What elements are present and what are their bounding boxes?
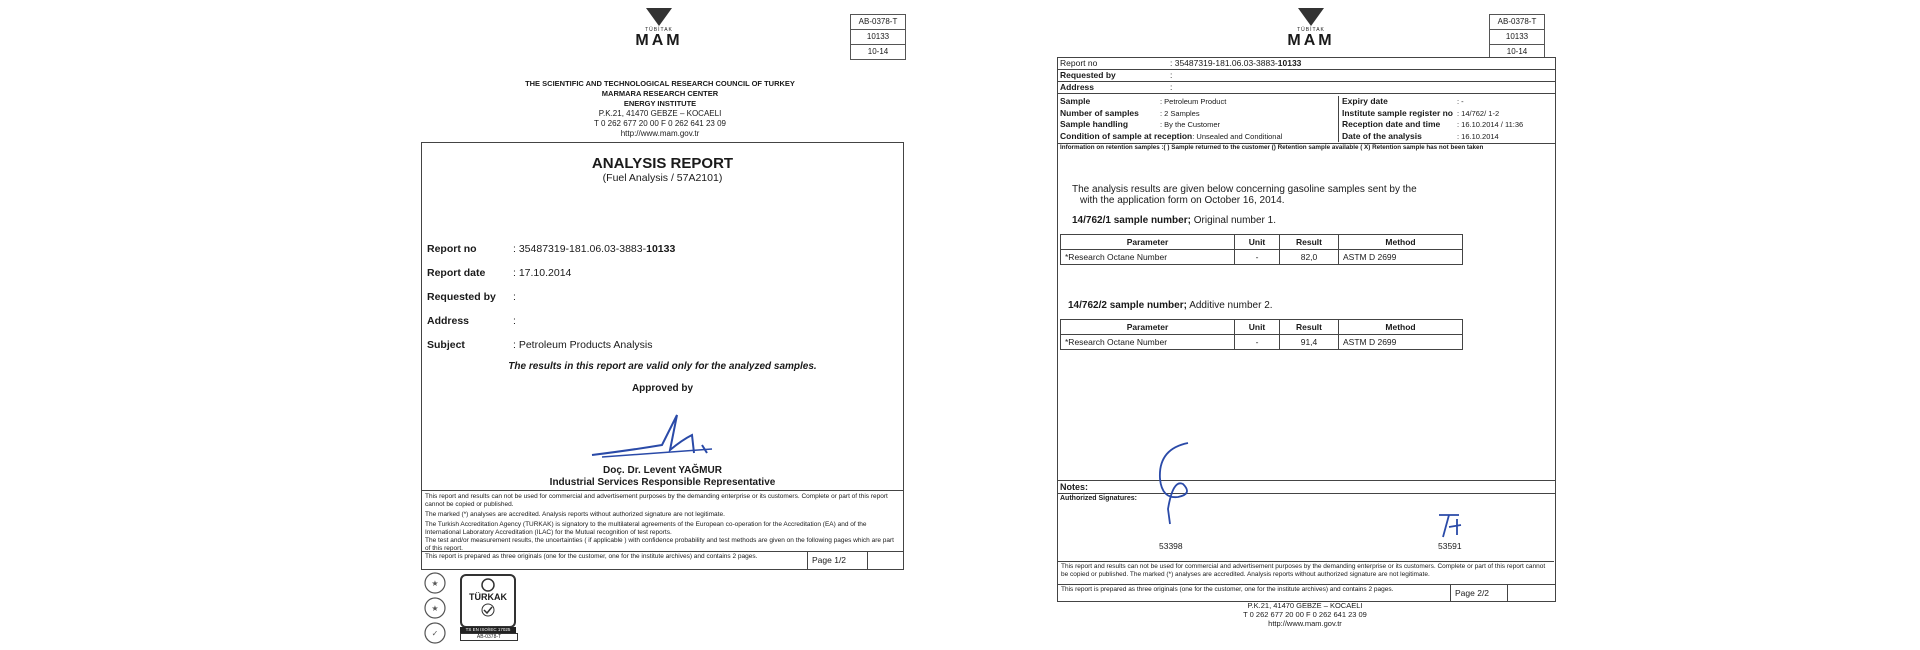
footer-para-3: The Turkish Accreditation Agency (TURKAK) is signatory to the multilateral agreements of the European co-operation for the Accreditation (EA) and of the International Laboratory Accreditation (ILAC) for the Mutual recognition of test reports. bbox=[425, 521, 867, 536]
results-bottom-row bbox=[1058, 584, 1555, 602]
validity-note: The results in this report are valid only for the analyzed samples. bbox=[508, 361, 817, 372]
institute-phone: T 0 262 677 20 00 F 0 262 641 23 09 bbox=[594, 119, 726, 128]
doc-date-code-p2: 10-14 bbox=[1506, 47, 1528, 56]
signer-name: Doç. Dr. Levent YAĞMUR bbox=[603, 465, 722, 476]
svg-text:✓: ✓ bbox=[431, 629, 439, 638]
results-intro bbox=[1072, 184, 1542, 206]
tubitak-emblem-icon bbox=[646, 8, 672, 26]
logo-mam-text-p2: MAM bbox=[1287, 32, 1335, 49]
hdr-address: Address : bbox=[1058, 82, 1555, 94]
field-report-no: Report no : 35487319-181.06.03-3883-10133 bbox=[427, 243, 676, 255]
doc-number: 10133 bbox=[851, 30, 905, 45]
sample-info-left: Sample : Petroleum Product Number of samples : 2 Samples Sample handling : By the Customer Condition of sample at reception: Unsealed and Conditional bbox=[1060, 96, 1283, 141]
results-page-frame bbox=[1057, 57, 1556, 602]
signature-1-id: 53398 bbox=[1159, 541, 1183, 551]
institute-address: P.K.21, 41470 GEBZE – KOCAELI bbox=[598, 109, 722, 118]
svg-text:★: ★ bbox=[431, 579, 439, 588]
sample-1-desc: Original number 1. bbox=[1193, 215, 1276, 226]
document-code-box bbox=[850, 14, 906, 60]
document-code-box-p2 bbox=[1489, 14, 1545, 60]
header-info bbox=[1058, 58, 1555, 94]
doc-code: AB-0378-T bbox=[851, 15, 905, 30]
footer-address-p2: P.K.21, 41470 GEBZE – KOCAELI bbox=[1247, 601, 1363, 610]
sample-1-title: 14/762/1 sample number; bbox=[1072, 215, 1191, 226]
badge-code: AB-0378-T bbox=[460, 633, 518, 641]
originals-note: This report is prepared as three originals (one for the customer, one for the institute archives) and contains 2 pages. bbox=[425, 553, 758, 560]
institute-web: http://www.mam.gov.tr bbox=[620, 129, 700, 138]
logo-small-text: TÜBİTAK bbox=[645, 27, 673, 33]
turkak-logo-icon bbox=[478, 578, 498, 592]
report-subtitle: (Fuel Analysis / 57A2101) bbox=[602, 172, 723, 184]
institute-header bbox=[460, 79, 860, 139]
sample-2-title: 14/762/2 sample number; bbox=[1068, 300, 1187, 311]
sample-1-table: Parameter Unit Result Method *Research Octane Number - 82,0 ASTM D 2699 bbox=[1060, 234, 1463, 265]
tubitak-emblem-icon-p2 bbox=[1298, 8, 1324, 26]
tubitak-mam-logo-p2 bbox=[1276, 8, 1346, 49]
logo-small-text-p2: TÜBİTAK bbox=[1297, 27, 1325, 33]
results-footer: This report and results can not be used for commercial and advertisement purposes by the demanding enterprise or its customers. Complete or part of this report cannot be copied or published. The marked (*) analyses are accredited. Analysis reports without authorized signature are not legitimate. bbox=[1058, 561, 1554, 579]
intro-line-2: with the application form on October 16, 2014. bbox=[1080, 195, 1285, 206]
seal-stack-icon bbox=[422, 572, 450, 646]
field-report-date: Report date : 17.10.2014 bbox=[427, 267, 572, 279]
footer-para-2: The marked (*) analyses are accredited. Analysis reports without authorized signature are not legitimate. bbox=[425, 511, 725, 518]
footer-web-p2: http://www.mam.gov.tr bbox=[1268, 619, 1342, 628]
intro-line-1: The analysis results are given below concerning gasoline samples sent by the bbox=[1072, 184, 1417, 195]
originals-note-p2: This report is prepared as three originals (one for the customer, one for the institute archives) and contains 2 pages. bbox=[1061, 586, 1394, 593]
sample-1-section bbox=[1065, 215, 1542, 265]
footer-para-1: This report and results can not be used for commercial and advertisement purposes by the demanding enterprise or its customers. Complete or part of this report cannot be copied or published. bbox=[425, 493, 888, 508]
retention-info: Information on retention samples :( ) Sample returned to the customer () Retention sample available ( X) Retention sample has not been taken bbox=[1060, 144, 1484, 151]
signer-role: Industrial Services Responsible Representative bbox=[549, 477, 776, 488]
sample-info-right: Expiry date : - Institute sample register no : 14/762/ 1-2 Reception date and time : 16.10.2014 / 11:36 Date of the analysis : 16.10.2014 bbox=[1338, 96, 1557, 142]
hdr-report-no: Report no : 35487319-181.06.03-3883-10133 bbox=[1058, 58, 1555, 70]
hdr-requested-by: Requested by : bbox=[1058, 70, 1555, 82]
sample-info bbox=[1058, 95, 1555, 144]
institute-line-2: MARMARA RESEARCH CENTER bbox=[601, 89, 719, 98]
logo-mam-text: MAM bbox=[635, 32, 683, 49]
institute-line-3: ENERGY INSTITUTE bbox=[623, 99, 697, 108]
field-address: Address : bbox=[427, 315, 516, 327]
signature-levent bbox=[582, 405, 742, 465]
notes-label: Notes: bbox=[1058, 481, 1555, 494]
report-cover-frame bbox=[421, 142, 904, 570]
check-icon bbox=[479, 603, 497, 617]
field-subject: Subject : Petroleum Products Analysis bbox=[427, 339, 653, 351]
cover-bottom-row bbox=[422, 551, 903, 570]
doc-code-p2: AB-0378-T bbox=[1490, 15, 1544, 30]
report-title: ANALYSIS REPORT bbox=[591, 155, 734, 172]
turkak-badge bbox=[460, 574, 516, 628]
footer-para-4: The test and/or measurement results, the uncertainties ( if applicable ) with confidence probability and test methods are given on the following pages which are part of this report. bbox=[425, 537, 894, 552]
signature-2 bbox=[1435, 511, 1465, 541]
page-number-p2: Page 2/2 bbox=[1450, 585, 1508, 601]
badge-standard: TS EN ISO/IEC 17025 bbox=[460, 627, 516, 633]
tubitak-mam-logo bbox=[624, 8, 694, 49]
auth-signatures-label: Authorized Signatures: bbox=[1060, 495, 1138, 502]
footer-phone-p2: T 0 262 677 20 00 F 0 262 641 23 09 bbox=[1243, 610, 1367, 619]
accreditation-badges bbox=[422, 572, 532, 646]
signature-2-id: 53591 bbox=[1438, 541, 1462, 551]
svg-text:★: ★ bbox=[431, 604, 439, 613]
approved-by: Approved by bbox=[631, 383, 694, 394]
sample-2-section bbox=[1065, 300, 1538, 350]
doc-date-code: 10-14 bbox=[867, 47, 889, 56]
sample-2-desc: Additive number 2. bbox=[1189, 300, 1273, 311]
turkak-text: TÜRKAK bbox=[469, 592, 507, 602]
sample-2-table: Parameter Unit Result Method *Research Octane Number - 91,4 ASTM D 2699 bbox=[1060, 319, 1463, 350]
report-fields bbox=[427, 239, 887, 359]
doc-number-p2: 10133 bbox=[1490, 30, 1544, 45]
table-row: *Research Octane Number - 82,0 ASTM D 2699 bbox=[1061, 250, 1463, 265]
field-requested-by: Requested by : bbox=[427, 291, 516, 303]
institute-line-1: THE SCIENTIFIC AND TECHNOLOGICAL RESEARCH COUNCIL OF TURKEY bbox=[525, 79, 795, 88]
signature-1 bbox=[1148, 439, 1208, 529]
page-number: Page 1/2 bbox=[807, 552, 868, 569]
table-row: *Research Octane Number - 91,4 ASTM D 2699 bbox=[1061, 335, 1463, 350]
institute-footer-p2 bbox=[1155, 601, 1455, 628]
